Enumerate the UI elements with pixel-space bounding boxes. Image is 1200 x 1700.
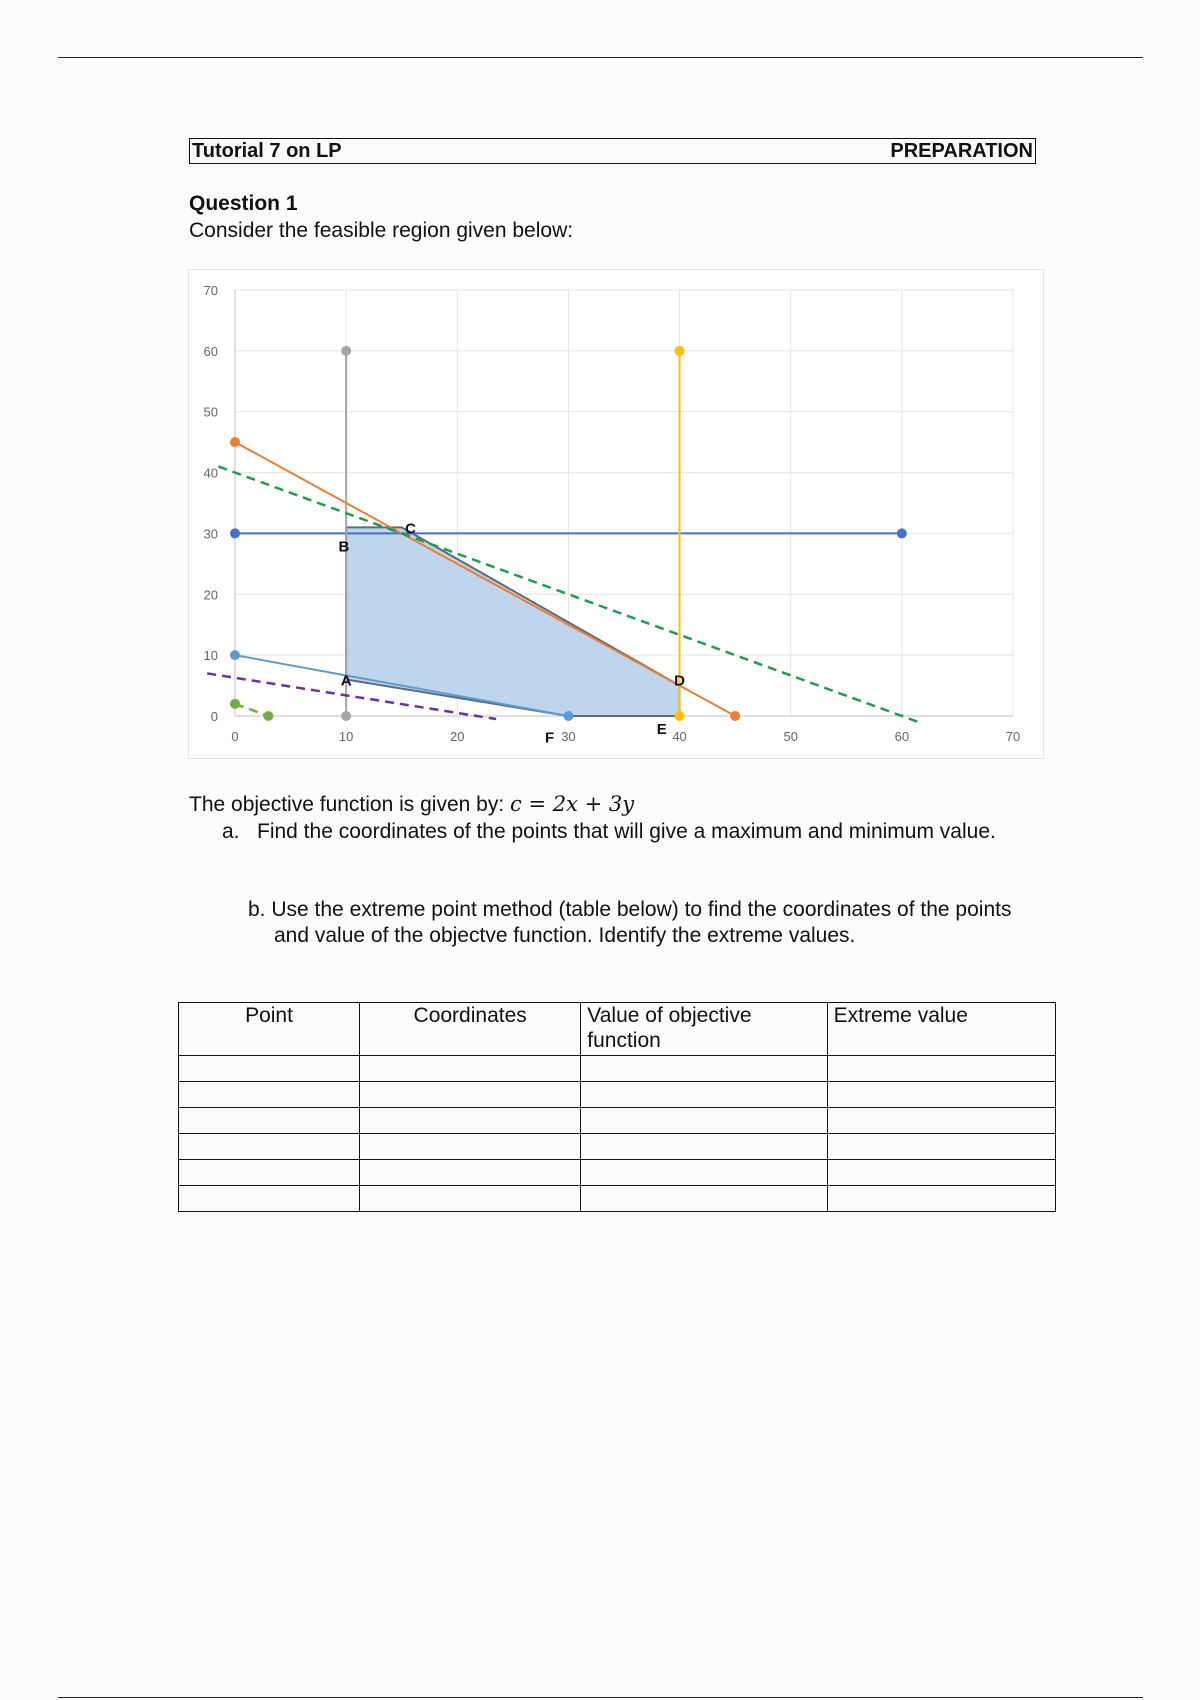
x-tick-label: 50 <box>783 729 798 744</box>
table-row <box>179 1108 1056 1134</box>
endpoint-marker <box>730 711 740 721</box>
item-a-letter: a. <box>222 820 240 843</box>
table-cell[interactable] <box>827 1056 1055 1082</box>
header-objective-value: Value of objective function <box>581 1003 827 1056</box>
y-tick-label: 40 <box>203 465 218 481</box>
table-cell[interactable] <box>360 1108 581 1134</box>
item-b <box>222 897 1022 949</box>
point-label: C <box>405 520 417 538</box>
table-cell[interactable] <box>581 1108 827 1134</box>
header-coordinates: Coordinates <box>360 1003 581 1056</box>
table-cell[interactable] <box>360 1082 581 1108</box>
table-row <box>179 1160 1056 1186</box>
table-row <box>179 1056 1056 1082</box>
table-cell[interactable] <box>179 1108 360 1134</box>
point-label: E <box>656 721 667 739</box>
table-row <box>179 1082 1056 1108</box>
y-tick-label: 60 <box>203 343 218 359</box>
objective-function-line <box>189 792 634 817</box>
endpoint-marker <box>230 528 240 538</box>
table-cell[interactable] <box>179 1186 360 1212</box>
header-extreme-value: Extreme value <box>827 1003 1055 1056</box>
endpoint-marker <box>675 346 685 356</box>
table-cell[interactable] <box>581 1082 827 1108</box>
table-cell[interactable] <box>581 1186 827 1212</box>
endpoint-marker <box>230 437 240 447</box>
table-cell[interactable] <box>360 1056 581 1082</box>
y-tick-label: 20 <box>203 587 218 603</box>
question-text: Consider the feasible region given below: <box>189 219 574 242</box>
point-label: A <box>340 672 352 690</box>
table-cell[interactable] <box>360 1160 581 1186</box>
y-tick-label: 30 <box>203 526 218 542</box>
question-title: Question 1 <box>189 192 298 215</box>
table-cell[interactable] <box>581 1160 827 1186</box>
preparation-label: PREPARATION <box>890 139 1033 162</box>
table-cell[interactable] <box>581 1134 827 1160</box>
constraint-line <box>235 704 268 716</box>
item-b-body <box>248 897 1022 949</box>
item-a-text: Find the coordinates of the points that will give a maximum and minimum value. <box>257 820 996 843</box>
feasible-region <box>346 527 679 716</box>
y-tick-label: 0 <box>210 709 218 724</box>
table-cell[interactable] <box>179 1134 360 1160</box>
endpoint-marker <box>341 346 351 356</box>
x-tick-label: 10 <box>338 729 354 744</box>
table-cell[interactable] <box>827 1160 1055 1186</box>
y-tick-label: 50 <box>203 404 218 420</box>
table-cell[interactable] <box>179 1082 360 1108</box>
table-cell[interactable] <box>179 1160 360 1186</box>
endpoint-marker <box>341 711 351 721</box>
endpoint-marker <box>230 699 240 709</box>
item-a <box>222 819 1022 845</box>
tutorial-title: Tutorial 7 on LP <box>192 139 342 162</box>
x-tick-label: 20 <box>450 729 465 744</box>
table-header-row <box>179 1003 1056 1056</box>
table-row <box>179 1186 1056 1212</box>
endpoint-marker <box>675 711 685 721</box>
table-cell[interactable] <box>581 1056 827 1082</box>
table-cell[interactable] <box>827 1134 1055 1160</box>
extreme-point-table <box>178 1002 1056 1212</box>
bottom-rule <box>58 1697 1143 1698</box>
endpoint-marker <box>563 711 573 721</box>
table-cell[interactable] <box>360 1186 581 1212</box>
y-tick-label: 70 <box>203 283 218 298</box>
table-cell[interactable] <box>179 1056 360 1082</box>
endpoint-marker <box>230 650 240 660</box>
objective-prefix: The objective function is given by: <box>189 793 511 816</box>
table-row <box>179 1134 1056 1160</box>
x-tick-label: 0 <box>231 729 239 744</box>
feasible-region-chart <box>188 269 1044 759</box>
table-cell[interactable] <box>827 1082 1055 1108</box>
item-b-text: Use the extreme point method (table below) to find the coordinates of the points and value of the objectve function. Identify the extreme values. <box>271 898 1012 947</box>
table-cell[interactable] <box>827 1186 1055 1212</box>
x-tick-label: 30 <box>561 729 576 744</box>
header-point: Point <box>179 1003 360 1056</box>
point-label: B <box>338 538 350 556</box>
x-tick-label: 40 <box>672 729 687 744</box>
objective-formula: c = 2x + 3y <box>510 792 635 816</box>
item-b-letter: b. <box>248 898 266 921</box>
endpoint-marker <box>263 711 273 721</box>
table-cell[interactable] <box>827 1108 1055 1134</box>
x-tick-label: 60 <box>894 729 910 744</box>
y-tick-label: 10 <box>203 648 218 664</box>
endpoint-marker <box>897 528 907 538</box>
x-tick-label: 70 <box>1005 729 1021 744</box>
point-label: D <box>674 672 685 690</box>
table-cell[interactable] <box>360 1134 581 1160</box>
point-label: F <box>544 729 555 747</box>
